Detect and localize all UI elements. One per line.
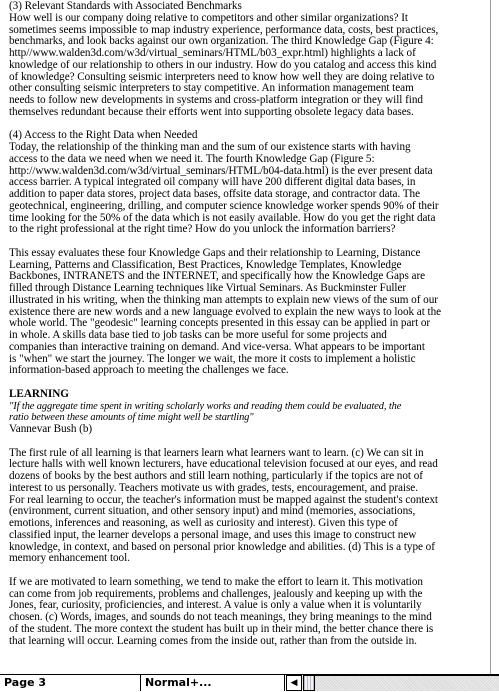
text-line: can come from job requirements, problems and challenges, jealously and keeping up with the [9,587,423,600]
text-line: access barrier. A typical integrated oil company will have 200 different digital data bases, in [9,176,416,189]
section-heading-learning: LEARNING [9,387,69,400]
text-line: For real learning to occur, the teacher's information must be mapped against the student's context [9,493,438,506]
text-line: The first rule of all learning is that learners learn what learners want to learn. (c) We can sit in [9,446,424,459]
text-line: (environment, current situation, and other sensory input) and mind (memories, associations, [9,505,416,518]
text-line: dozens of books by the best authors and still learn nothing, particularly if the topics are not of [9,470,423,482]
text-line: interest to us personally. Teachers motivate us with grades, tests, encouragement, and praise. [9,481,418,494]
text-line: lecture halls with well known lecturers, have educational television focused at our eyes, and read [9,458,438,471]
text-line: addition to paper data stores, project data bases, offsite data storage, and contractor data. The [9,188,421,200]
text-line: geotechnical, engineering, drilling, and computer science knowledge worker spends 90% of their [9,199,439,212]
text-line: other consulting seismic interpreters to stay competitive. An information management team [9,82,414,95]
text-line: sometimes seems impossible to map industry experience, performance data, costs, best practices, [9,23,439,36]
text-line: time looking for the 50% of the data which is not easily available. How do you get the right data [9,211,436,224]
paragraph-style-indicator[interactable]: Normal+... [142,675,285,691]
text-line: is "when" we start the journey. The longer we wait, the more it costs to implement a holistic [9,352,416,365]
scrollbar-track[interactable] [315,675,499,691]
text-line: companies than interactive training on demand. And vice-versa. What appears to be important [9,340,425,353]
text-line: classified input, the learner develops a personal image, and uses this image to construct new [9,528,417,541]
text-line: (3) Relevant Standards with Associated Benchmarks [9,0,242,12]
text-line: knowledge, in context, and based on personal prior knowledge and abilities. (d) This is a type of [9,540,435,553]
text-line: that learning will occur. Learning comes from the inside out, rather than from the outside in. [9,634,417,647]
text-line: Jones, fear, curiosity, proficiencies, and interest. A value is only a value when it is voluntarily [9,599,422,612]
text-line: needs to follow new developments in systems and cross-platform integration or they will find [9,94,423,106]
paragraph-motivation [9,577,486,648]
text-line: illustrated in his writing, when the thinking man attempts to explain new views of the sum of our [9,293,438,306]
text-line: Backbones, INTRANETS and the INTERNET, and specifically how the Knowledge Gaps are [9,270,426,283]
text-line: This essay evaluates these four Knowledge Gaps and their relationship to Learning, Distance [9,246,421,259]
text-line: Today, the relationship of the thinking man and the sum of our existence starts with having [9,141,411,153]
text-line: information-based approach to meeting the challenges we face. [9,364,289,377]
scrollbar-thumb[interactable] [303,675,315,691]
quote-attribution: Vannevar Bush (b) [9,423,93,435]
quote-line: ratio between these amounts of time might well be startling" [9,412,254,424]
left-arrow-icon[interactable]: ◀ [286,675,302,691]
text-line: of the student. The more context the student has built up in their mind, the better chance there is [9,622,434,635]
status-bar [0,674,499,692]
text-line: http://www.walden3d.com/w3d/virtual_seminars/HTML/b04-data.html) is the ever present data [9,164,433,177]
text-line: If we are motivated to learn something, we tend to make the effort to learn it. This motivation [9,575,423,588]
horizontal-scrollbar[interactable] [286,675,499,691]
text-line: memory enhancement tool. [9,552,130,565]
text-line: http//www.walden3d.com/w3d/virtual_seminars/HTML/b03_expr.html) highlights a lack of [9,47,416,59]
text-line: filled through Distance Learning techniques like Virtual Seminars. As Buckminster Fuller [9,282,407,294]
paragraph-relevant-standards [9,1,486,119]
paragraph-access-right-data [9,130,486,236]
text-line: (4) Access to the Right Data when Needed [9,129,198,142]
text-line: to the right professional at the right time? How do you unlock the information barriers? [9,223,396,236]
text-line: Learning, Patterns and Classification, Best Practices, Knowledge Templates, Knowledge [9,258,402,271]
paragraph-first-rule-learning [9,448,486,566]
text-line: existence there are new words and a new language evolved to explain the new ways to look at the [9,305,442,318]
document-text[interactable] [9,1,486,659]
text-line: in whole. A skills data base tied to job tasks can be more useful for some projects and [9,329,387,341]
learning-section-header [9,389,486,436]
text-line: emotions, inferences and reasoning, as well as curiosity and interest). Given this type of [9,517,398,529]
text-line: knowledge of our relationship to others in our industry. How do you catalog and access this kind [9,58,437,71]
text-line: How well is our company doing relative to competitors and other similar organizations? It [9,11,408,24]
text-line: whole world. The "geodesic" learning concepts presented in this essay can be applied in part or [9,317,431,330]
text-line: access to the data we need when we need it. The fourth Knowledge Gap (Figure 5: [9,152,375,165]
text-line: themselves redundant because their efforts went into supporting obsolete legacy data bases. [9,105,414,118]
quote-line: "If the aggregate time spent in writing scholarly works and reading them could be evaluated, the [9,400,402,412]
text-line: of knowledge? Consulting seismic interpreters need to know how well they are doing relative to [9,70,435,83]
text-line: chosen. (c) Words, images, and sounds do not teach meanings, they bring meanings to the mind [9,611,432,623]
paragraph-essay-evaluation [9,248,486,377]
text-line: benchmarks, and look backs against our own organization. The third Knowledge Gap (Figure 4: [9,35,434,48]
page-number-indicator[interactable]: Page 3 [0,675,141,691]
